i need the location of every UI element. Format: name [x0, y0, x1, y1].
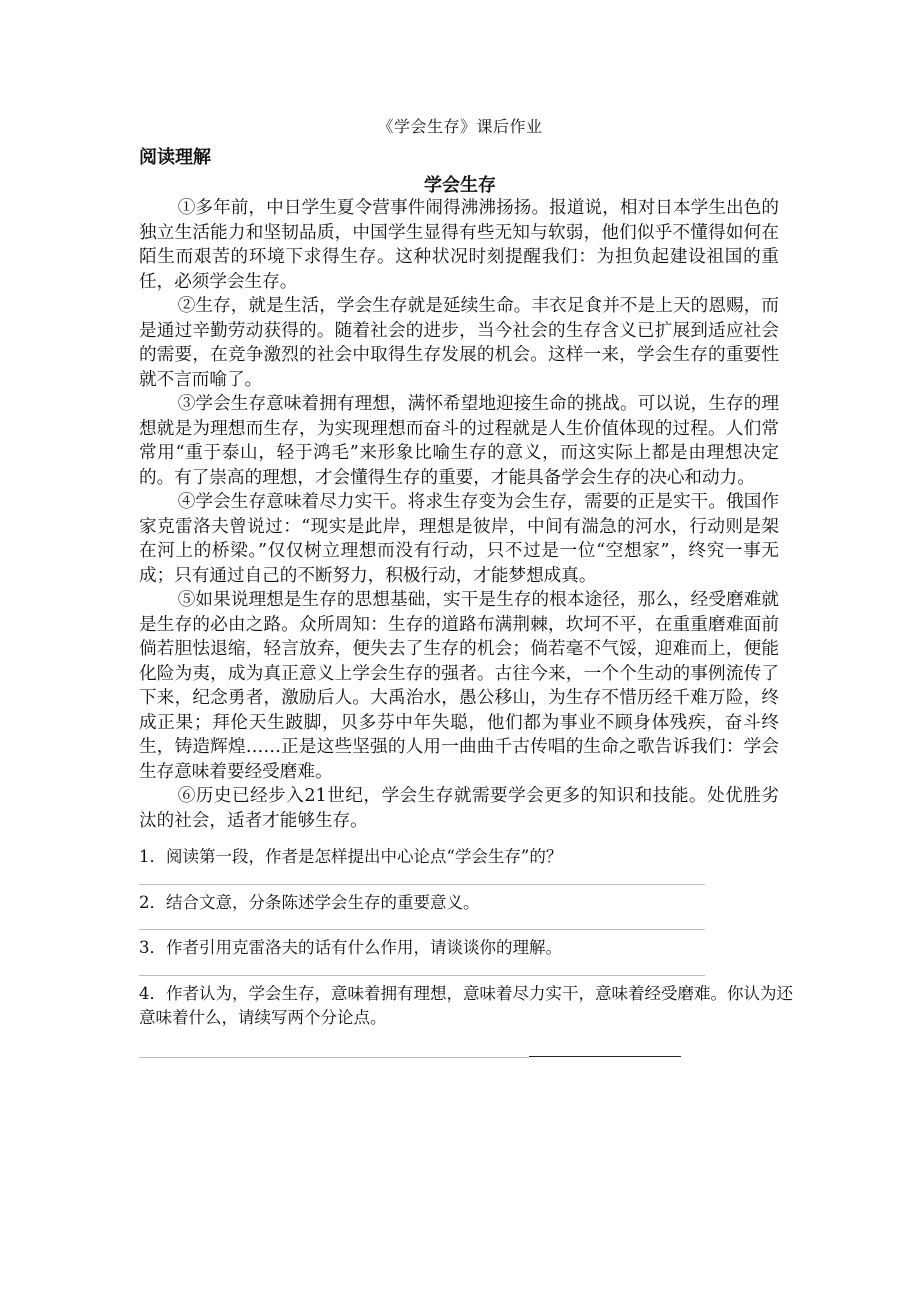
article-paragraph: ②生存，就是生活，学会生存就是延续生命。丰衣足食并不是上天的恩赐，而是通过辛勤劳动获得的。随着社会的进步，当今社会的生存含义已扩展到适应社会的需要，在竞争激烈的社会中取得生存发展的机会。这样一来，学会生存的重要性就不言而喻了。	[139, 296, 779, 390]
answer-line-3[interactable]	[139, 975, 705, 976]
article-paragraph: ⑥历史已经步入21世纪，学会生存就需要学会更多的知识和技能。处优胜劣汰的社会，适者才能够生存。	[139, 786, 779, 831]
document-title: 《学会生存》课后作业	[377, 117, 543, 136]
article-paragraph: ⑤如果说理想是生存的思想基础，实干是生存的根本途径，那么，经受磨难就是生存的必由之路。众所周知：生存的道路布满荆棘，坎坷不平，在重重磨难面前倘若胆怯退缩，轻言放弃，便失去了生存的机会；倘若毫不气馁，迎难而上，便能化险为夷，成为真正意义上学会生存的强者。古往今来，一个个生动的事例流传了下来，纪念勇者，激励后人。大禹治水，愚公移山，为生存不惜历经千难万险，终成正果；拜伦天生跛脚，贝多芬中年失聪，他们都为事业不顾身体残疾，奋斗终生，铸造辉煌……正是这些坚强的人用一曲曲千古传唱的生命之歌告诉我们：学会生存意味着要经受磨难。	[139, 590, 779, 782]
question-2: 2．结合文意，分条陈述学会生存的重要意义。	[139, 892, 480, 912]
question-1: 1．阅读第一段，作者是怎样提出中心论点“学会生存”的？	[139, 847, 563, 866]
questions-section	[139, 845, 799, 1071]
article-body	[139, 196, 779, 833]
question-3: 3．作者引用克雷洛夫的话有什么作用，请谈谈你的理解。	[139, 938, 562, 957]
section-label: 阅读理解	[139, 147, 211, 168]
article-paragraph: ④学会生存意味着尽力实干。将求生存变为会生存，需要的正是实干。俄国作家克雷洛夫曾说过：“现实是此岸，理想是彼岸，中间有湍急的河水，行动则是架在河上的桥梁。”仅仅树立理想而没有行动，只不过是一位“空想家”，终究一事无成；只有通过自己的不断努力，积极行动，才能梦想成真。	[139, 492, 779, 586]
article-paragraph: ①多年前，中日学生夏令营事件闹得沸沸扬扬。报道说，相对日本学生出色的独立生活能力和坚韧品质，中国学生显得有些无知与软弱，他们似乎不懂得如何在陌生而艰苦的环境下求得生存。这种状况时刻提醒我们：为担负起建设祖国的重任，必须学会生存。	[139, 198, 779, 292]
answer-line-2[interactable]	[139, 929, 705, 930]
answer-line-1[interactable]	[139, 884, 705, 885]
answer-line-4-thick	[529, 1056, 681, 1057]
answer-line-4-thin	[139, 1057, 529, 1058]
article-paragraph: ③学会生存意味着拥有理想，满怀希望地迎接生命的挑战。可以说，生存的理想就是为理想而生存，为实现理想而奋斗的过程就是人生价值体现的过程。人们常常用“重于泰山，轻于鸿毛”来形象比喻生存的意义，而这实际上都是由理想决定的。有了崇高的理想，才会懂得生存的重要，才能具备学会生存的决心和动力。	[139, 394, 779, 488]
question-4: 4．作者认为，学会生存，意味着拥有理想，意味着尽力实干，意味着经受磨难。你认为还意味着什么，请续写两个分论点。	[139, 983, 793, 1027]
article-title: 学会生存	[424, 175, 496, 196]
answer-line-4[interactable]	[139, 1031, 799, 1071]
